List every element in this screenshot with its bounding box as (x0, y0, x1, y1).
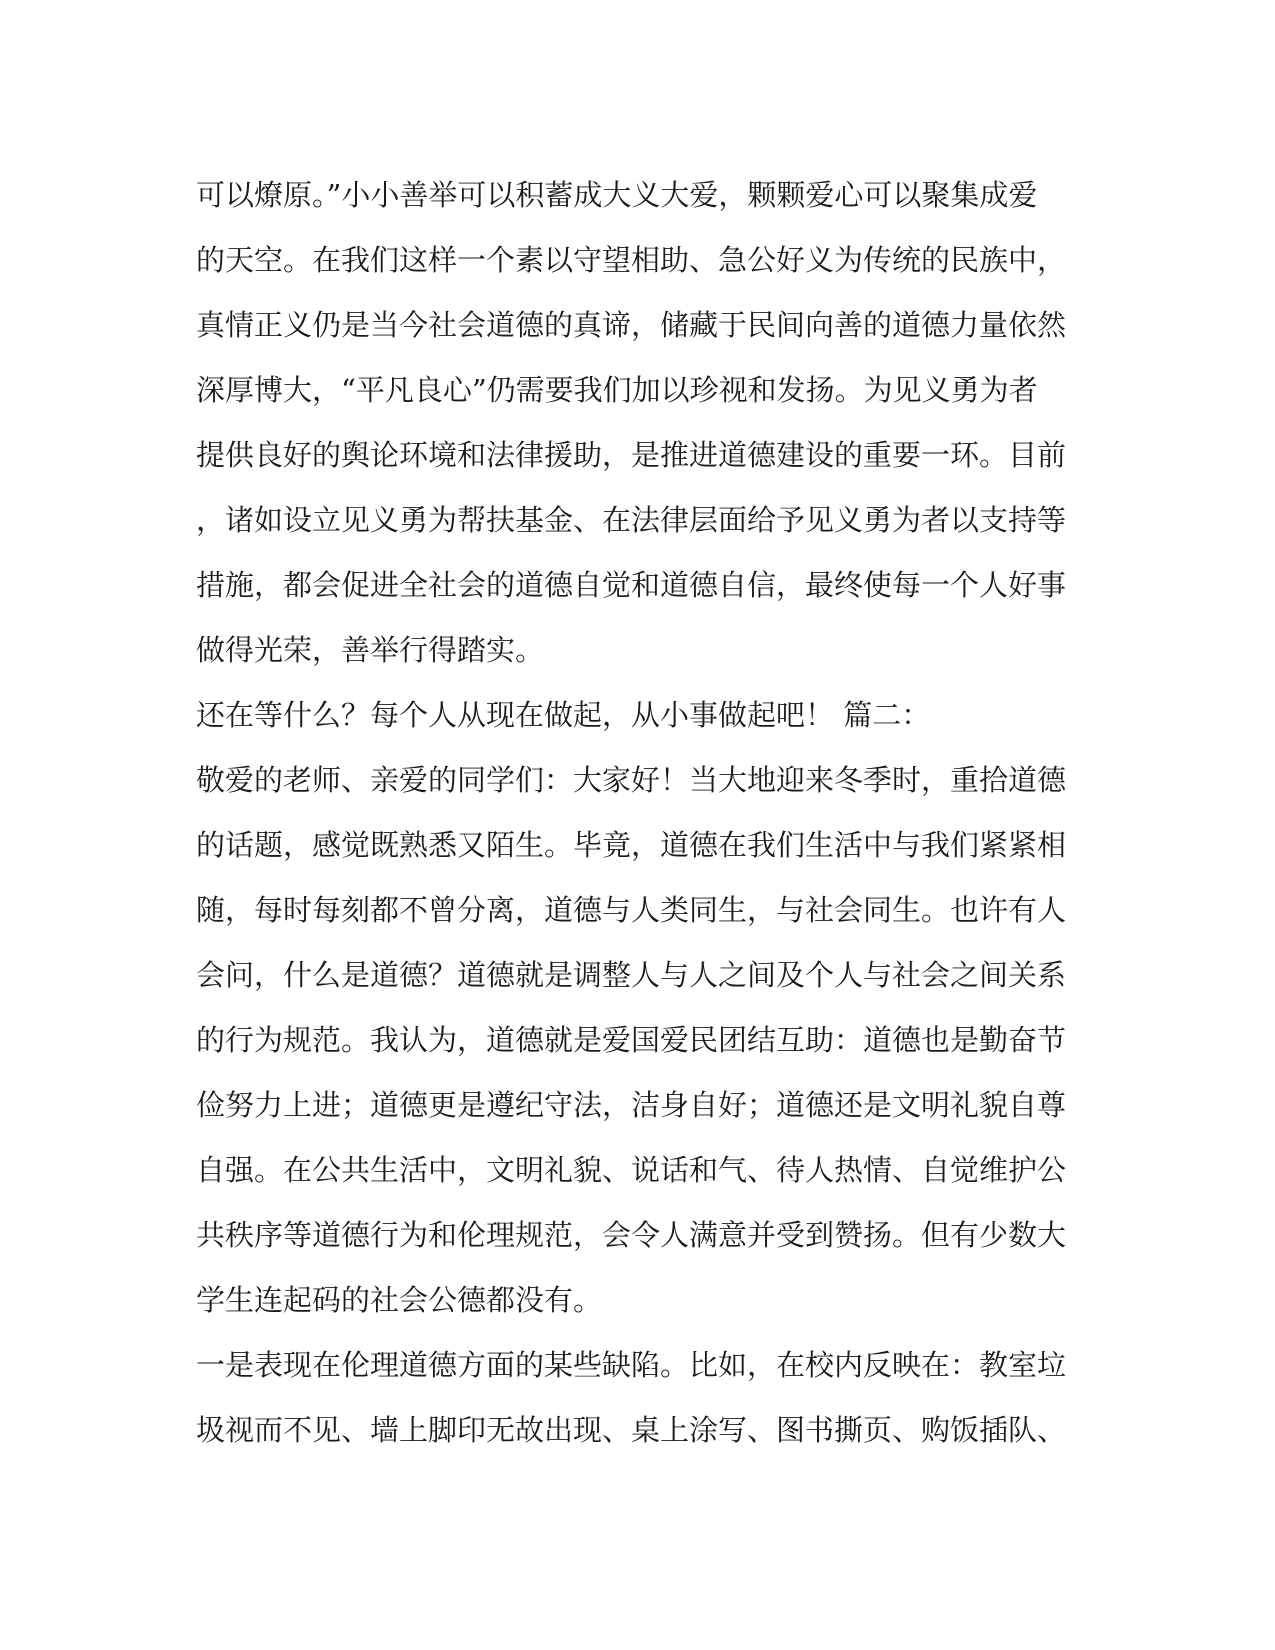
text-line: 共秩序等道德行为和伦理规范，会令人满意并受到赞扬。但有少数大 (196, 1218, 1067, 1252)
text-line: 敬爱的老师、亲爱的同学们：大家好！当大地迎来冬季时，重拾道德 (196, 763, 1067, 797)
text-line: 会问，什么是道德？道德就是调整人与人之间及个人与社会之间关系 (196, 958, 1067, 992)
text-line: 还在等什么？每个人从现在做起，从小事做起吧！ 篇二： (196, 698, 931, 732)
text-line: 措施，都会促进全社会的道德自觉和道德自信，最终使每一个人好事 (196, 568, 1067, 602)
text-line: 学生连起码的社会公德都没有。 (196, 1283, 603, 1317)
text-line: 随，每时每刻都不曾分离，道德与人类同生，与社会同生。也许有人 (196, 893, 1067, 927)
text-line: 的行为规范。我认为，道德就是爱国爱民团结互助：道德也是勤奋节 (196, 1023, 1067, 1057)
text-line: 真情正义仍是当今社会道德的真谛，储藏于民间向善的道德力量依然 (196, 308, 1067, 342)
text-line: ，诸如设立见义勇为帮扶基金、在法律层面给予见义勇为者以支持等 (196, 503, 1067, 537)
text-line: 的天空。在我们这样一个素以守望相助、急公好义为传统的民族中， (196, 243, 1067, 277)
text-line: 可以燎原。”小小善举可以积蓄成大义大爱，颗颗爱心可以聚集成爱 (196, 178, 1038, 212)
text-line: 深厚博大，“平凡良心”仍需要我们加以珍视和发扬。为见义勇为者 (196, 373, 1038, 407)
text-line: 提供良好的舆论环境和法律援助，是推进道德建设的重要一环。目前 (196, 438, 1067, 472)
text-line: 一是表现在伦理道德方面的某些缺陷。比如，在校内反映在：教室垃 (196, 1348, 1067, 1382)
text-line: 俭努力上进；道德更是遵纪守法，洁身自好；道德还是文明礼貌自尊 (196, 1088, 1067, 1122)
text-line: 圾视而不见、墙上脚印无故出现、桌上涂写、图书撕页、购饭插队、 (196, 1413, 1067, 1447)
text-line: 自强。在公共生活中，文明礼貌、说话和气、待人热情、自觉维护公 (196, 1153, 1067, 1187)
text-line: 的话题，感觉既熟悉又陌生。毕竟，道德在我们生活中与我们紧紧相 (196, 828, 1067, 862)
text-line: 做得光荣，善举行得踏实。 (196, 633, 545, 667)
document-body (196, 163, 1076, 1463)
